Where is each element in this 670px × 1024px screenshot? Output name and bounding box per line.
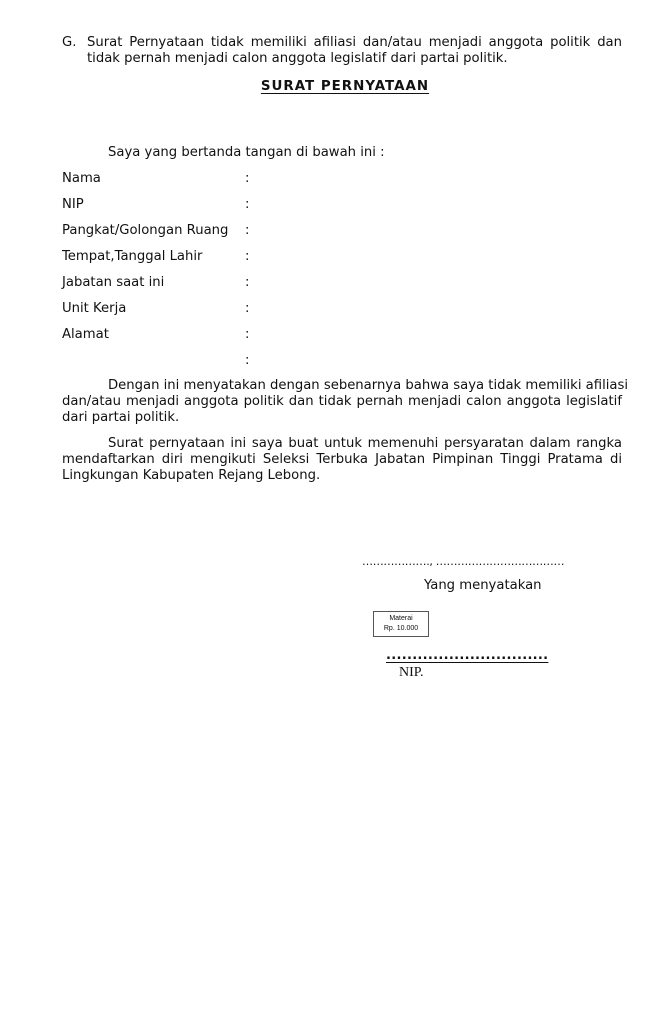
field-colon: : <box>245 301 250 316</box>
paragraph1-line-3: dari partai politik. <box>62 410 180 425</box>
document-title: SURAT PERNYATAAN <box>260 79 430 94</box>
field-label-unit-kerja: Unit Kerja <box>62 301 127 316</box>
field-label-jabatan: Jabatan saat ini <box>62 275 165 290</box>
field-colon: : <box>245 327 250 342</box>
signature-name-line: ............................... <box>386 648 549 663</box>
point-letter: G. <box>62 35 77 50</box>
stamp-box <box>373 611 429 637</box>
intro-text: Saya yang bertanda tangan di bawah ini : <box>108 145 385 160</box>
stamp-label: Materai <box>389 615 413 622</box>
field-label-alamat: Alamat <box>62 327 109 342</box>
field-colon: : <box>245 275 250 290</box>
field-colon: : <box>245 353 250 368</box>
field-colon: : <box>245 249 250 264</box>
place-date-line: ………………., ……………………………… <box>362 555 565 568</box>
paragraph2-line-3: Lingkungan Kabupaten Rejang Lebong. <box>62 468 321 483</box>
field-label-pangkat: Pangkat/Golongan Ruang <box>62 223 229 238</box>
field-label-nip: NIP <box>62 197 84 212</box>
paragraph2-line-2: mendaftarkan diri mengikuti Seleksi Terbuka Jabatan Pimpinan Tinggi Pratama di <box>62 452 622 467</box>
paragraph2-line-1: Surat pernyataan ini saya buat untuk memenuhi persyaratan dalam rangka <box>108 436 622 451</box>
nip-label: NIP. <box>399 665 424 680</box>
paragraph1-line-1: Dengan ini menyatakan dengan sebenarnya bahwa saya tidak memiliki afiliasi <box>108 378 629 393</box>
point-g-line-2: tidak pernah menjadi calon anggota legislatif dari partai politik. <box>87 51 508 66</box>
paragraph1-line-2: dan/atau menjadi anggota politik dan tidak pernah menjadi calon anggota legislatif <box>62 394 622 409</box>
field-colon: : <box>245 197 250 212</box>
field-label-ttl: Tempat,Tanggal Lahir <box>62 249 203 264</box>
field-colon: : <box>245 171 250 186</box>
field-colon: : <box>245 223 250 238</box>
declarant-label: Yang menyatakan <box>424 578 542 593</box>
field-label-nama: Nama <box>62 171 101 186</box>
stamp-value: Rp. 10.000 <box>383 625 419 632</box>
point-g-line-1: Surat Pernyataan tidak memiliki afiliasi dan/atau menjadi anggota politik dan <box>87 35 622 50</box>
